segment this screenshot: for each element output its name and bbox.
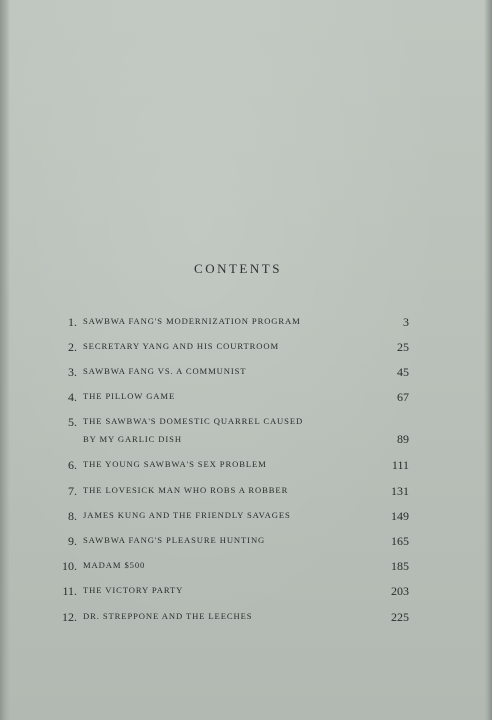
chapter-number: 7.: [68, 484, 77, 498]
contents-heading: CONTENTS: [194, 261, 282, 276]
toc-entry: [0, 390, 492, 406]
chapter-number: 4.: [68, 390, 77, 404]
toc-entry: [0, 484, 492, 500]
chapter-page-number: 111: [391, 458, 409, 472]
chapter-title: THE LOVESICK MAN WHO ROBS A ROBBER: [83, 485, 289, 495]
toc-entry: [0, 415, 492, 451]
chapter-number: 12.: [62, 610, 77, 624]
chapter-title: MADAM $500: [83, 560, 146, 570]
chapter-number: 3.: [68, 365, 77, 379]
toc-entry: [0, 509, 492, 525]
chapter-number: 8.: [68, 509, 77, 523]
chapter-page-number: 45: [397, 365, 409, 379]
toc-entry: [0, 584, 492, 600]
chapter-page-number: 185: [391, 559, 409, 573]
chapter-number: 9.: [68, 534, 77, 548]
chapter-title: DR. STREPPONE AND THE LEECHES: [83, 611, 253, 621]
toc-entry: [0, 340, 492, 356]
chapter-number: 1.: [68, 315, 77, 329]
toc-entry: [0, 534, 492, 550]
chapter-title: SAWBWA FANG'S PLEASURE HUNTING: [83, 535, 266, 545]
chapter-page-number: 165: [391, 534, 409, 548]
chapter-number: 5.: [68, 415, 77, 429]
chapter-title: THE PILLOW GAME: [83, 391, 176, 401]
chapter-page-number: 25: [397, 340, 409, 354]
chapter-title: SAWBWA FANG VS. A COMMUNIST: [83, 366, 247, 376]
chapter-page-number: 67: [397, 390, 409, 404]
chapter-title: THE VICTORY PARTY: [83, 585, 184, 595]
chapter-title-continuation: BY MY GARLIC DISH: [83, 434, 182, 444]
toc-entry: [0, 610, 492, 626]
toc-entry: [0, 458, 492, 474]
chapter-page-number: 89: [397, 432, 409, 446]
chapter-title: SECRETARY YANG AND HIS COURTROOM: [83, 341, 279, 351]
chapter-title: JAMES KUNG AND THE FRIENDLY SAVAGES: [83, 510, 291, 520]
chapter-page-number: 149: [391, 509, 409, 523]
chapter-title: SAWBWA FANG'S MODERNIZATION PROGRAM: [83, 316, 301, 326]
chapter-page-number: 131: [391, 484, 409, 498]
toc-entry: [0, 559, 492, 575]
toc-entry: [0, 365, 492, 381]
chapter-title: THE SAWBWA'S DOMESTIC QUARREL CAUSED: [83, 416, 304, 426]
chapter-number: 6.: [68, 458, 77, 472]
chapter-title: THE YOUNG SAWBWA'S SEX PROBLEM: [83, 459, 267, 469]
chapter-number: 11.: [62, 584, 77, 598]
chapter-page-number: 3: [403, 315, 409, 329]
chapter-page-number: 225: [391, 610, 409, 624]
chapter-page-number: 203: [391, 584, 409, 598]
toc-entry: [0, 315, 492, 331]
chapter-number: 10.: [62, 559, 77, 573]
chapter-number: 2.: [68, 340, 77, 354]
